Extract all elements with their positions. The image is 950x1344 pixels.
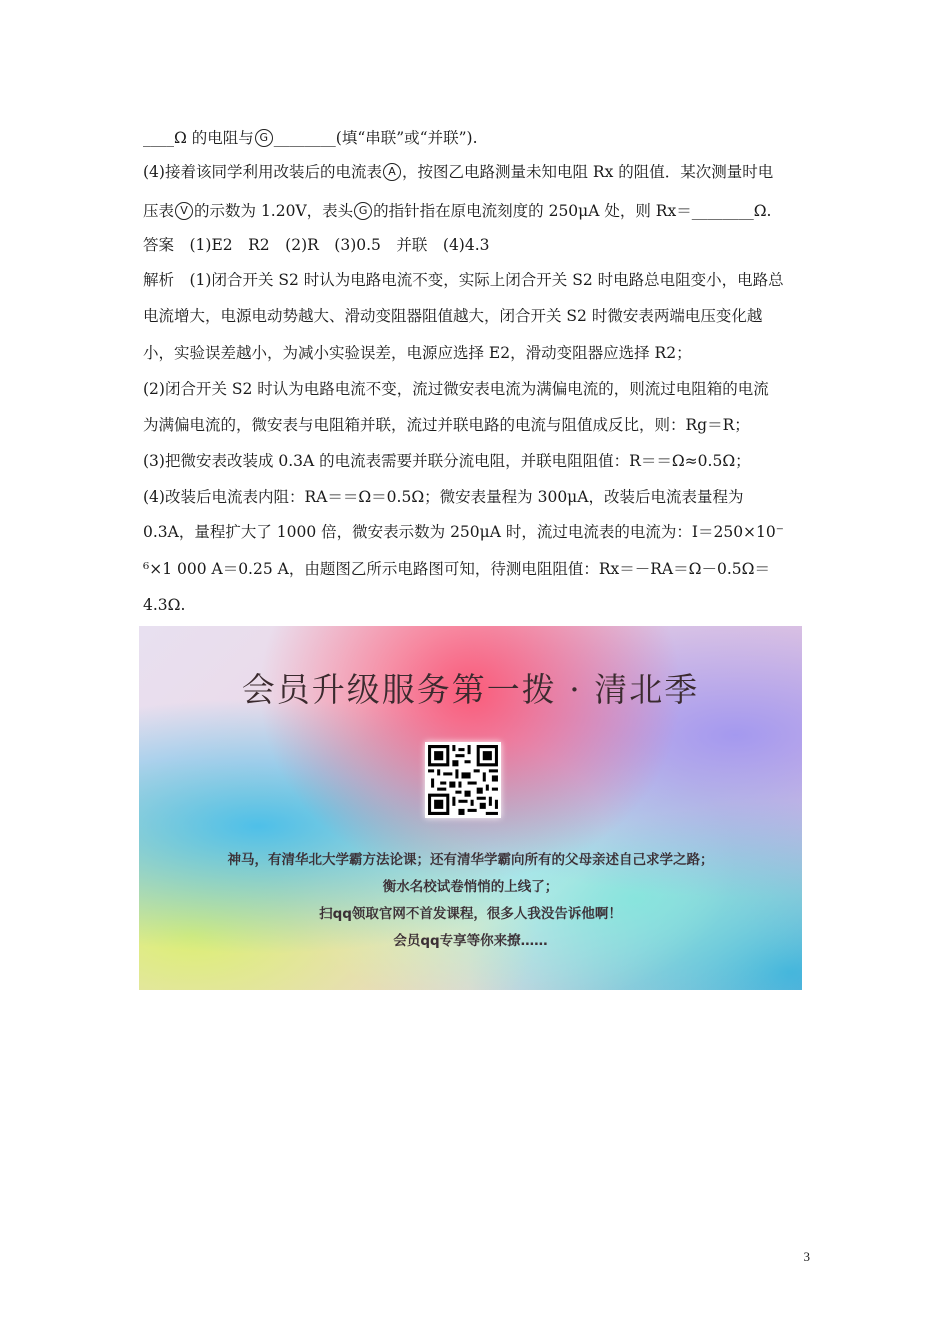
qr-code-image[interactable] xyxy=(425,742,501,818)
banner-text-line-2: 衡水名校试卷悄悄的上线了； xyxy=(382,879,559,895)
qr-code-icon xyxy=(425,742,501,818)
analysis-line-10: 4.3Ω. xyxy=(143,596,186,614)
text-line-2: (4)接着该同学利用改装后的电流表 A ，按图乙电路测量未知电阻 Rx 的阻值．某次测量时电 xyxy=(143,163,774,181)
analysis-line-7: (4)改装后电流表内阻：RA＝＝Ω＝0.5Ω；微安表量程为 300μA，改装后电流表量程为 xyxy=(143,488,744,506)
banner-text-line-4: 会员qq专享等你来撩…… xyxy=(393,933,548,949)
answer-line: 答案 (1)E2 R2 (2)R (3)0.5 并联 (4)4.3 xyxy=(143,236,490,254)
text-line-3: 压表 V 的示数为 1.20V，表头 G 的指针指在原电流刻度的 250μA 处，则 Rx＝________Ω. xyxy=(143,202,772,220)
analysis-line-3: 小，实验误差越小，为减小实验误差，电源应选择 E2，滑动变阻器应选择 R2； xyxy=(143,344,692,362)
analysis-line-1: 解析 (1)闭合开关 S2 时认为电路电流不变，实际上闭合开关 S2 时电路总电阻变小，电路总 xyxy=(143,271,784,289)
analysis-line-8: 0.3A，量程扩大了 1000 倍，微安表示数为 250μA 时，流过电流表的电流为：I＝250×10⁻ xyxy=(143,523,784,541)
analysis-line-2: 电流增大，电源电动势越大、滑动变阻器阻值越大，闭合开关 S2 时微安表两端电压变化越 xyxy=(143,307,763,325)
analysis-line-9: ⁶×1 000 A＝0.25 A，由题图乙所示电路图可知，待测电阻阻值：Rx＝－RA＝Ω－0.5Ω＝ xyxy=(143,560,770,578)
analysis-line-6: (3)把微安表改装成 0.3A 的电流表需要并联分流电阻，并联电阻阻值：R＝＝Ω≈0.5Ω； xyxy=(143,452,751,470)
analysis-line-5: 为满偏电流的，微安表与电阻箱并联，流过并联电路的电流与阻值成反比，则：Rg＝R； xyxy=(143,416,750,434)
page-number: 3 xyxy=(803,1249,810,1264)
galvanometer-icon: G xyxy=(354,202,372,220)
banner-title: 会员升级服务第一拨 · 清北季 xyxy=(241,670,700,709)
banner-text-line-3: 扫qq领取官网不首发课程，很多人我没告诉他啊！ xyxy=(319,906,622,922)
banner-text-line-1: 神马，有清华北大学霸方法论课；还有清华学霸向所有的父母亲述自己求学之路； xyxy=(227,852,714,868)
promo-banner xyxy=(139,626,802,990)
galvanometer-icon: G xyxy=(255,129,273,147)
voltmeter-icon: V xyxy=(175,202,193,220)
ammeter-icon: A xyxy=(383,163,401,181)
text-line-1: ____Ω 的电阻与 G ________(填“串联”或“并联”). xyxy=(143,129,478,147)
analysis-line-4: (2)闭合开关 S2 时认为电路电流不变，流过微安表电流为满偏电流的，则流过电阻箱的电流 xyxy=(143,380,769,398)
